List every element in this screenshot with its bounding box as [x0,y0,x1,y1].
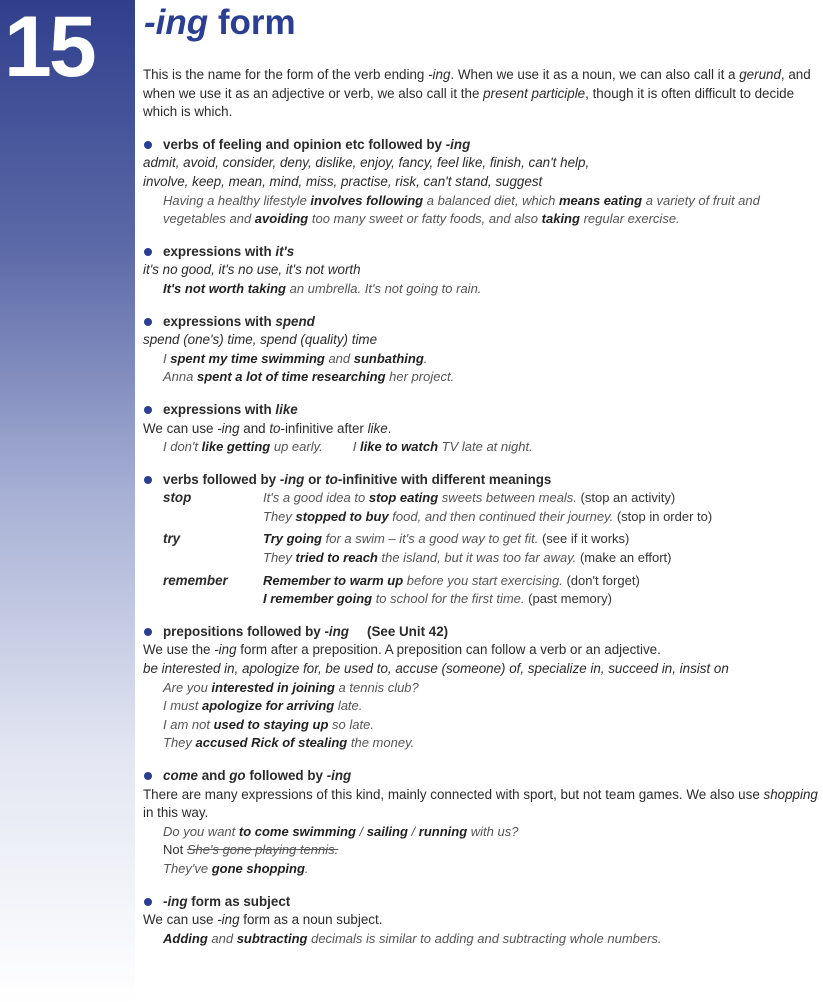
section-like [143,401,819,457]
example: I am not used to staying up so late. [163,716,374,732]
verb-list: involve, keep, mean, mind, miss, practise, risk, can't stand, suggest [143,173,543,189]
example: Adding and subtracting decimals is similar to adding and subtracting whole numbers. [163,930,662,946]
expression-list: spend (one's) time, spend (quality) time [143,332,378,348]
section-heading: prepositions followed by -ing (See Unit 42) [143,623,819,642]
bullet-icon [144,318,152,326]
section-heading: verbs of feeling and opinion etc followed by -ing [143,136,819,155]
bullet-icon [144,141,152,149]
intro-paragraph: This is the name for the form of the verb ending -ing. When we use it as a noun, we can also call it a gerund, and when we use it as an adjective or verb, we also call it the present participle, though it is often difficult to decide which is which. [143,67,811,120]
example: They stopped to buy food, and then continued their journey. (stop in order to) [263,508,713,524]
explanation: There are many expressions of this kind, mainly connected with sport, but not team games. We also use shopping in this way. [143,786,818,821]
example: Having a healthy lifestyle involves following a balanced diet, which means eating a variety of fruit and vegetables and avoiding too many sweet or fatty foods, and also taking regular exercise. [163,192,760,227]
example: I must apologize for arriving late. [163,698,363,714]
example: Remember to warm up before you start exercising. (don't forget) [263,572,640,588]
bullet-icon [144,628,152,636]
example: It's not worth taking an umbrella. It's not going to rain. [163,280,482,296]
table-row [163,489,819,526]
example: I remember going to school for the first time. (past memory) [263,591,612,607]
example: I don't like getting up early. I like to watch TV late at night. [163,439,533,455]
side-color-band [0,0,135,1005]
example: They accused Rick of stealing the money. [163,735,415,751]
example: Are you interested in joining a tennis club? [163,679,419,695]
bullet-icon [144,772,152,780]
bullet-icon [144,248,152,256]
example: Do you want to come swimming / sailing / running with us? [163,823,519,839]
expression-list: it's no good, it's no use, it's not worth [143,262,361,278]
example: Anna spent a lot of time researching her project. [163,369,455,385]
bullet-icon [144,476,152,484]
section-heading: -ing form as subject [143,893,819,912]
bullet-icon [144,898,152,906]
section-heading: verbs followed by -ing or to-infinitive with different meanings [143,471,819,490]
example: Try going for a swim – it's a good way to get fit. (see if it works) [263,531,630,547]
content [143,66,819,962]
section-different-meanings [143,471,819,609]
verb-key: try [163,531,181,547]
section-heading: expressions with it's [143,243,819,262]
section-its [143,243,819,299]
explanation: We can use -ing form as a noun subject. [143,912,383,928]
example: They tried to reach the island, but it was too far away. (make an effort) [263,550,672,566]
unit-number: 15 [4,0,94,95]
section-feeling-opinion [143,136,819,229]
example: Not She's gone playing tennis. [163,842,339,858]
verb-key: stop [163,490,192,506]
section-heading: come and go followed by -ing [143,767,819,786]
section-spend [143,313,819,387]
bullet-icon [144,406,152,414]
table-row [163,572,819,609]
section-subject [143,893,819,949]
section-prepositions [143,623,819,753]
section-come-go [143,767,819,879]
example: It's a good idea to stop eating sweets between meals. (stop an activity) [263,490,676,506]
incorrect-example: She's gone playing tennis. [186,842,339,858]
meanings-table [163,489,819,609]
verb-list: admit, avoid, consider, deny, dislike, enjoy, fancy, feel like, finish, can't help, [143,155,590,171]
table-row [163,530,819,567]
verb-key: remember [163,572,228,588]
section-heading: expressions with spend [143,313,819,332]
explanation: We use the -ing form after a preposition. A preposition can follow a verb or an adjective. [143,642,661,658]
unit-reference: (See Unit 42) [367,623,449,639]
example: I spent my time swimming and sunbathing. [163,350,428,366]
page-title: -ing form [144,3,296,42]
explanation: We can use -ing and to-infinitive after like. [143,420,392,436]
expression-list: be interested in, apologize for, be used to, accuse (someone) of, specialize in, succeed in, insist on [143,661,729,677]
example: They've gone shopping. [163,860,309,876]
section-heading: expressions with like [143,401,819,420]
